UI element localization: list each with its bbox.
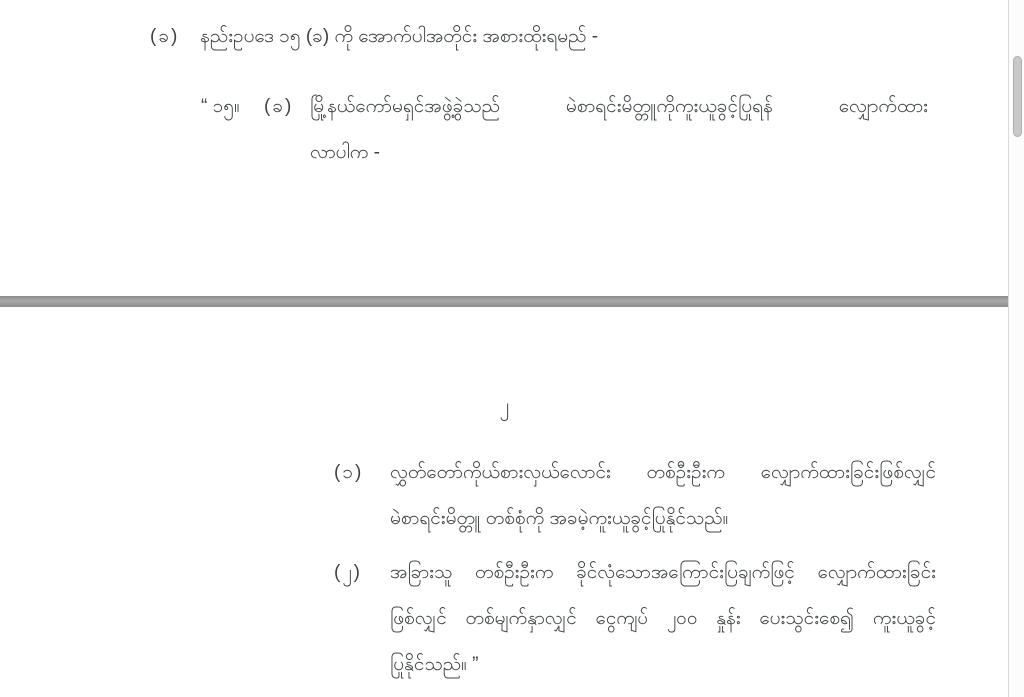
page-number: ၂ [499,395,510,417]
rule-open-quote-and-number: “ ၁၅။ [201,96,240,117]
clause-kha-text: နည်းဥပဒေ ၁၅ (ခ) ကို အောက်ပါအတိုင်း အစားထိုးရမည် - [200,26,599,47]
item-2-line-2: ဖြစ်လျှင် တစ်မျက်နှာလျှင် ငွေကျပ် ၂၀၀ နှုန်း ပေးသွင်းစေ၍ ကူးယူခွင့် [390,608,936,629]
item-2-line-3: ပြုနိုင်သည်။ ” [390,654,479,675]
item-1-marker: (၁) [334,462,364,483]
item-2-line-1: အခြားသူ တစ်ဦးဦးက ခိုင်လုံသောအကြောင်းပြချက်ဖြင့် လျှောက်ထားခြင်း [390,562,936,583]
rule-text-line-1: မြို့နယ်ကော်မရှင်အဖွဲ့ခွဲသည် မဲစာရင်းမိတ္တူကိုကူးယူခွင့်ပြုရန် လျှောက်ထား [310,96,928,117]
rule-text-line-2: လာပါက - [310,142,380,163]
clause-kha-marker: (ခ) [150,26,180,47]
item-1-line-2: မဲစာရင်းမိတ္တူ တစ်စုံကို အခမဲ့ကူးယူခွင့်ပြုနိုင်သည်။ [390,508,729,529]
page-break-divider [0,296,1009,307]
vertical-scrollbar-track[interactable] [1008,0,1024,697]
item-1-line-1: လွှတ်တော်ကိုယ်စားလှယ်လောင်း တစ်ဦးဦးက လျှောက်ထားခြင်းဖြစ်လျှင် [390,462,936,483]
item-2-marker: (၂) [334,562,362,583]
rule-sub-marker: (ခ) [264,96,294,117]
vertical-scrollbar-thumb[interactable] [1013,56,1022,137]
